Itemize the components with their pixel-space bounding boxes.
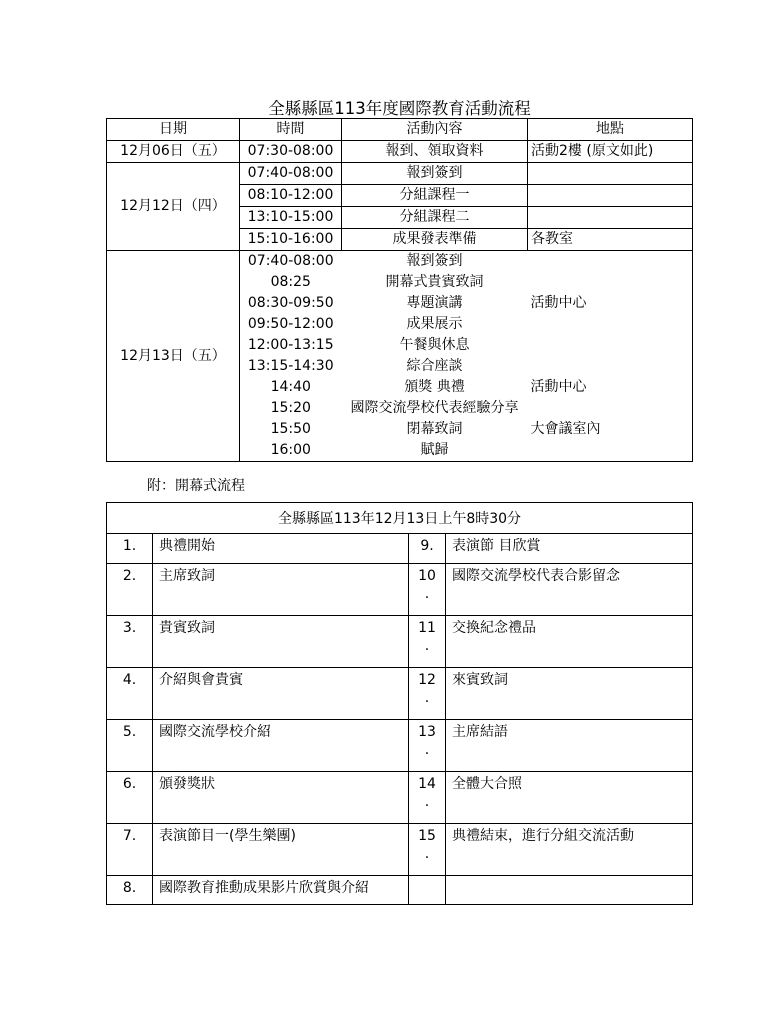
- item-number: 9.: [409, 534, 446, 564]
- content-cell: 頒獎 典禮: [404, 379, 465, 395]
- time-cell: 15:20: [270, 400, 311, 416]
- item-text: 典禮開始: [153, 534, 409, 564]
- time-cell: 13:10-15:00: [240, 207, 342, 229]
- content-cell: 報到簽到: [406, 253, 463, 269]
- item-text: 貴賓致詞: [153, 616, 409, 668]
- time-cell: 12:00-13:15: [247, 337, 334, 353]
- table-row: [107, 251, 693, 273]
- table-row: [107, 720, 693, 772]
- item-text: 國際交流學校代表合影留念: [446, 564, 693, 616]
- table-row: [107, 534, 693, 564]
- header-content: 活動內容: [342, 119, 528, 141]
- place-cell: [528, 163, 693, 185]
- content-cell: 成果發表準備: [342, 229, 528, 251]
- place-cell: 大會議室內: [528, 419, 693, 440]
- item-number: 2.: [107, 564, 153, 616]
- content-cell: 閉幕致詞: [406, 421, 463, 437]
- time-cell: 07:30-08:00: [240, 141, 342, 163]
- content-cell: 賦歸: [342, 440, 528, 462]
- item-text: 介紹與會貴賓: [153, 668, 409, 720]
- schedule-table: [106, 118, 693, 462]
- time-cell: 09:50-12:00: [247, 316, 334, 332]
- content-cell: 專題演講: [406, 295, 463, 311]
- item-number: 8.: [107, 876, 153, 905]
- content-cell: 午餐與休息: [399, 337, 470, 353]
- item-text: 表演節目一(學生樂團): [153, 824, 409, 876]
- place-cell: [528, 398, 693, 419]
- item-text: 交換紀念禮品: [446, 616, 693, 668]
- place-cell: [528, 185, 693, 207]
- empty-cell: [446, 876, 693, 905]
- item-text: 國際交流學校介紹: [153, 720, 409, 772]
- day2-date: 12月12日（四）: [107, 163, 240, 251]
- item-number: 12 .: [409, 668, 446, 720]
- time-cell: 14:40: [270, 379, 311, 395]
- place-cell: [528, 356, 693, 377]
- content-cell: 成果展示: [406, 316, 463, 332]
- day1-date: 12月06日（五）: [107, 141, 240, 163]
- content-cell: 分組課程一: [342, 185, 528, 207]
- opening-agenda-table: [106, 502, 693, 905]
- item-text: 頒發獎狀: [153, 772, 409, 824]
- time-cell: 07:40-08:00: [240, 251, 342, 273]
- header-time: 時間: [240, 119, 342, 141]
- header-place: 地點: [528, 119, 693, 141]
- item-text: 表演節 目欣賞: [446, 534, 693, 564]
- table-row: [107, 772, 693, 824]
- schedule-header-row: [107, 119, 693, 141]
- table-row: [107, 564, 693, 616]
- place-cell: [528, 251, 693, 273]
- place-cell: 各教室: [528, 229, 693, 251]
- item-number: 7.: [107, 824, 153, 876]
- item-text: 主席結語: [446, 720, 693, 772]
- table-row: [107, 668, 693, 720]
- table-row: [107, 824, 693, 876]
- item-number: 1.: [107, 534, 153, 564]
- content-cell: 國際交流學校代表經驗分享: [350, 400, 519, 416]
- item-number: 3.: [107, 616, 153, 668]
- place-cell: [528, 440, 693, 462]
- item-number: 6.: [107, 772, 153, 824]
- place-cell: [528, 335, 693, 356]
- time-cell: 07:40-08:00: [240, 163, 342, 185]
- item-number: 5.: [107, 720, 153, 772]
- content-cell: 開幕式貴賓致詞: [385, 274, 484, 290]
- header-date: 日期: [107, 119, 240, 141]
- day3-date: 12月13日（五）: [107, 251, 240, 462]
- content-cell: 報到簽到: [342, 163, 528, 185]
- agenda-note: 附：開幕式流程: [147, 478, 245, 494]
- place-cell: 活動中心: [528, 377, 693, 398]
- time-cell: 13:15-14:30: [247, 358, 334, 374]
- table-row: [107, 616, 693, 668]
- item-number: 13 .: [409, 720, 446, 772]
- time-cell: 08:10-12:00: [240, 185, 342, 207]
- table-row: [107, 876, 693, 905]
- item-text: 典禮結束，進行分組交流活動: [446, 824, 693, 876]
- page-title: 全縣縣區113年度國際教育活動流程: [268, 99, 531, 118]
- item-number: 10 .: [409, 564, 446, 616]
- item-text: 國際教育推動成果影片欣賞與介紹: [153, 876, 409, 905]
- item-number: 4.: [107, 668, 153, 720]
- item-number: 11 .: [409, 616, 446, 668]
- item-number: 15 .: [409, 824, 446, 876]
- place-cell: 活動中心: [528, 293, 693, 314]
- item-text: 全體大合照: [446, 772, 693, 824]
- place-cell: [528, 314, 693, 335]
- time-cell: 16:00: [240, 440, 342, 462]
- content-cell: 報到、領取資料: [342, 141, 528, 163]
- empty-cell: [409, 876, 446, 905]
- time-cell: 08:30-09:50: [247, 295, 334, 311]
- time-cell: 15:50: [270, 421, 311, 437]
- item-text: 主席致詞: [153, 564, 409, 616]
- item-text: 來賓致詞: [446, 668, 693, 720]
- time-cell: 08:25: [270, 274, 311, 290]
- item-number: 14 .: [409, 772, 446, 824]
- content-cell: 分組課程二: [342, 207, 528, 229]
- table-row: [107, 141, 693, 163]
- content-cell: 綜合座談: [406, 358, 463, 374]
- agenda-header: 全縣縣區113年12月13日上午8時30分: [107, 503, 693, 534]
- place-cell: [528, 207, 693, 229]
- place-cell: 活動2樓 (原文如此): [528, 141, 693, 163]
- time-cell: 15:10-16:00: [240, 229, 342, 251]
- place-cell: [528, 272, 693, 293]
- table-row: [107, 163, 693, 185]
